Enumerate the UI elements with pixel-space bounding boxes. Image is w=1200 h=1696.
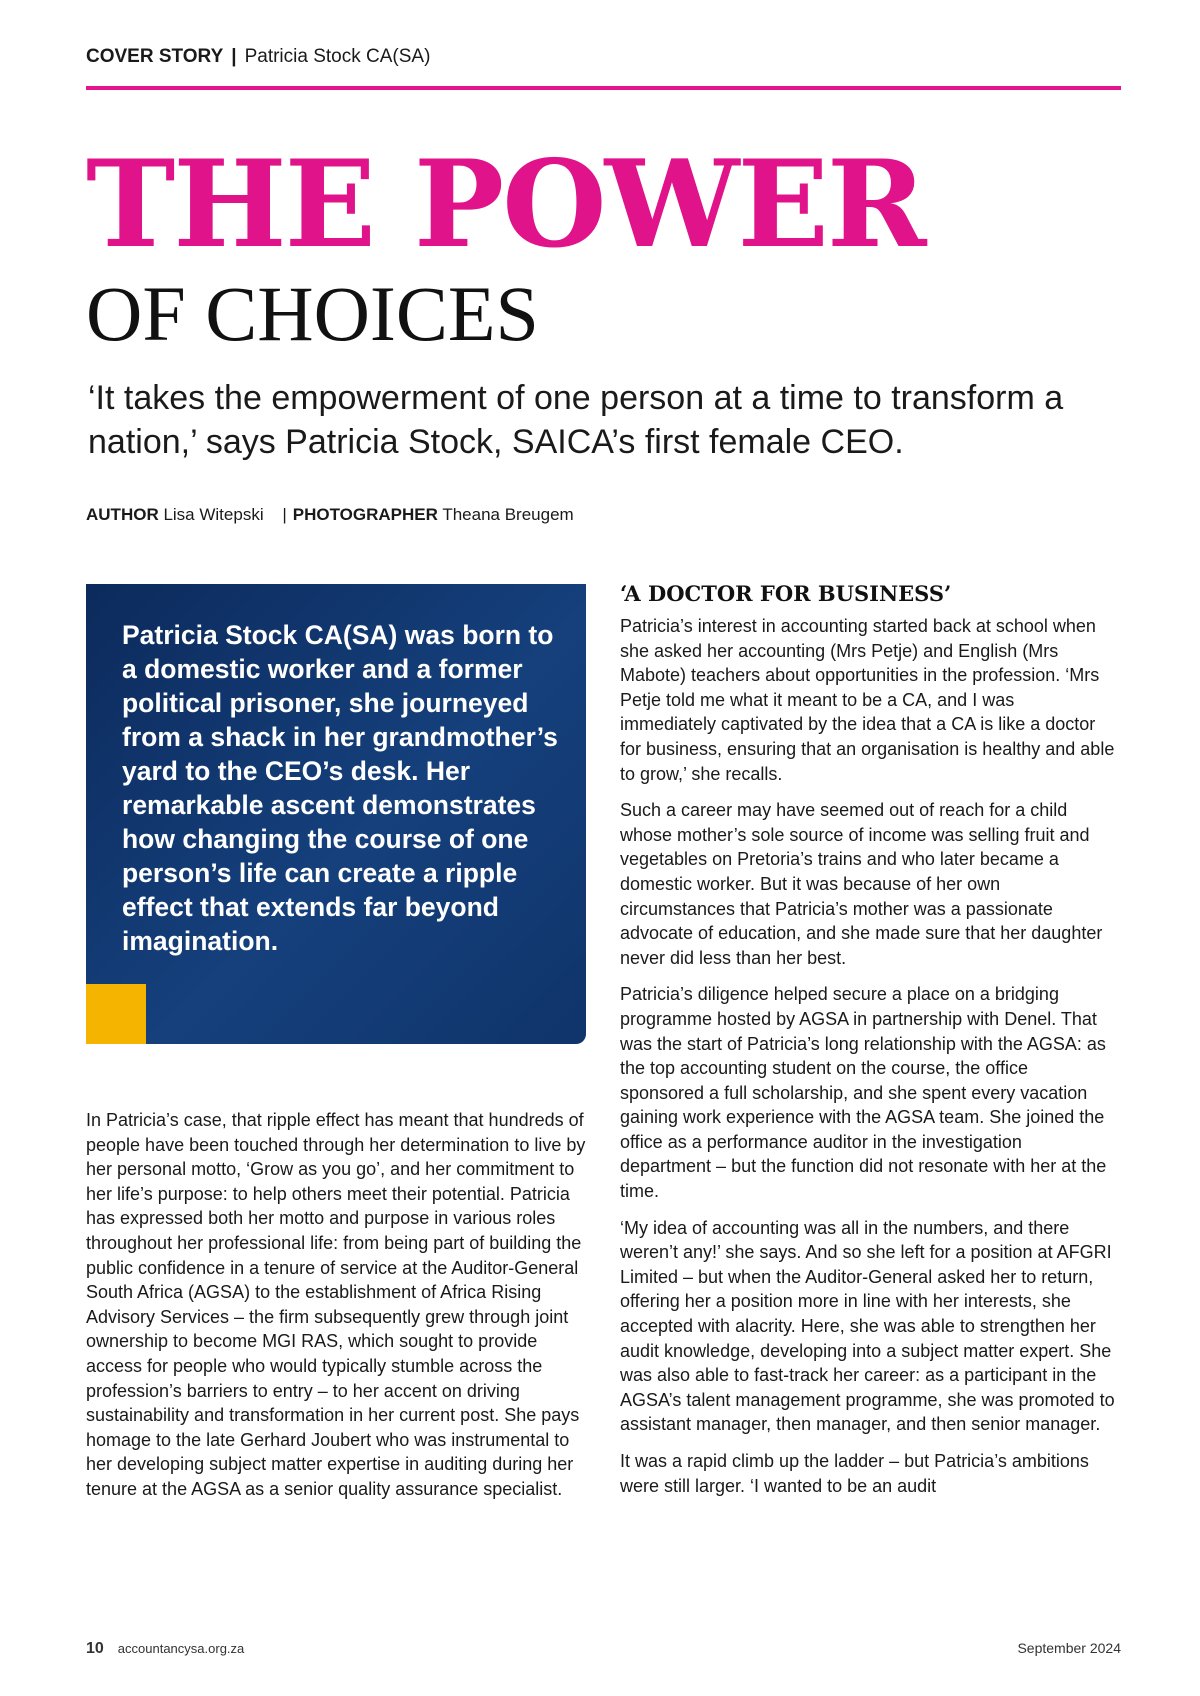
- website-url: accountancysa.org.za: [117, 1641, 245, 1656]
- section-label: COVER STORY: [86, 46, 224, 67]
- header-subject: Patricia Stock CA(SA): [244, 46, 431, 67]
- body-paragraph: Patricia’s diligence helped secure a place on a bridging programme hosted by AGSA in partnership with Denel. That was the start of Patricia’s long relationship with the AGSA: as the top accounting student on the course, the office sponsored a full scholarship, and she spent every vacation gaining work experience with the AGSA team. She joined the office as a performance auditor in the investigation department – but the function did not resonate with her at the time.: [620, 984, 1107, 1202]
- page-footer: [86, 1640, 1121, 1658]
- credits-divider: |: [282, 505, 287, 524]
- left-column: [86, 1108, 586, 1502]
- section-heading: ‘A DOCTOR FOR BUSINESS’: [620, 581, 952, 606]
- running-header: [86, 46, 430, 68]
- right-column: [620, 580, 1115, 1510]
- issue-date: September 2024: [1017, 1640, 1121, 1656]
- article-title: THE POWER: [86, 134, 925, 275]
- credits: [86, 505, 574, 525]
- author-label: AUTHOR: [86, 505, 159, 524]
- pull-quote-text: Patricia Stock CA(SA) was born to a domestic worker and a former political prisoner, she journeyed from a shack in her grandmother’s yard to the CEO’s desk. Her remarkable ascent demonstrates how changing the course of one person’s life can create a ripple effect that extends far beyond imagination.: [122, 620, 558, 956]
- author-name: Lisa Witepski: [163, 505, 264, 524]
- body-paragraph: Such a career may have seemed out of reach for a child whose mother’s sole source of income was selling fruit and vegetables on Pretoria’s trains and who later became a domestic worker. But it was because of her own circumstances that Patricia’s mother was a passionate advocate of education, and she made sure that her daughter never did less than her best.: [620, 800, 1103, 968]
- body-paragraph: It was a rapid climb up the ladder – but Patricia’s ambitions were still larger. ‘I wanted to be an audit: [620, 1451, 1089, 1496]
- photographer-label: PHOTOGRAPHER: [292, 505, 438, 524]
- photographer-name: Theana Breugem: [442, 505, 574, 524]
- article-subtitle: OF CHOICES: [86, 270, 539, 357]
- pull-quote-box: [86, 584, 586, 1044]
- accent-square: [86, 984, 146, 1044]
- header-separator: |: [231, 46, 237, 67]
- standfirst: ‘It takes the empowerment of one person at a time to transform a nation,’ says Patricia Stock, SAICA’s first female CEO.: [88, 379, 1064, 461]
- body-paragraph: Patricia’s interest in accounting started back at school when she asked her accounting (Mrs Petje) and English (Mrs Mabote) teachers about opportunities in the profession. ‘Mrs Petje told me what it meant to be a CA, and I was immediately captivated by the idea that a CA is like a doctor for business, ensuring that an organisation is healthy and able to grow,’ she recalls.: [620, 616, 1115, 784]
- page-number: 10: [86, 1640, 104, 1657]
- body-paragraph: In Patricia’s case, that ripple effect has meant that hundreds of people have been touched through her determination to live by her personal motto, ‘Grow as you go’, and her commitment to her life’s purpose: to help others meet their potential. Patricia has expressed both her motto and purpose in various roles throughout her professional life: from being part of building the public confidence in a tenure of service at the Auditor-General South Africa (AGSA) to the establishment of Africa Rising Advisory Services – the firm subsequently grew through joint ownership to become MGI RAS, which sought to provide access for people who would typically stumble across the profession’s barriers to entry – to her accent on driving sustainability and transformation in her current post. She pays homage to the late Gerhard Joubert who was instrumental to her developing subject matter expertise in auditing during her tenure at the AGSA as a senior quality assurance specialist.: [86, 1110, 586, 1499]
- header-rule: [86, 86, 1121, 90]
- body-paragraph: ‘My idea of accounting was all in the numbers, and there weren’t any!’ she says. And so she left for a position at AFGRI Limited – but when the Auditor-General asked her to return, offering her a position more in line with her interests, she accepted with alacrity. Here, she was able to strengthen her audit knowledge, developing into a subject matter expert. She was also able to fast-track her career: as a participant in the AGSA’s talent management programme, she was promoted to assistant manager, then manager, and then senior manager.: [620, 1217, 1115, 1435]
